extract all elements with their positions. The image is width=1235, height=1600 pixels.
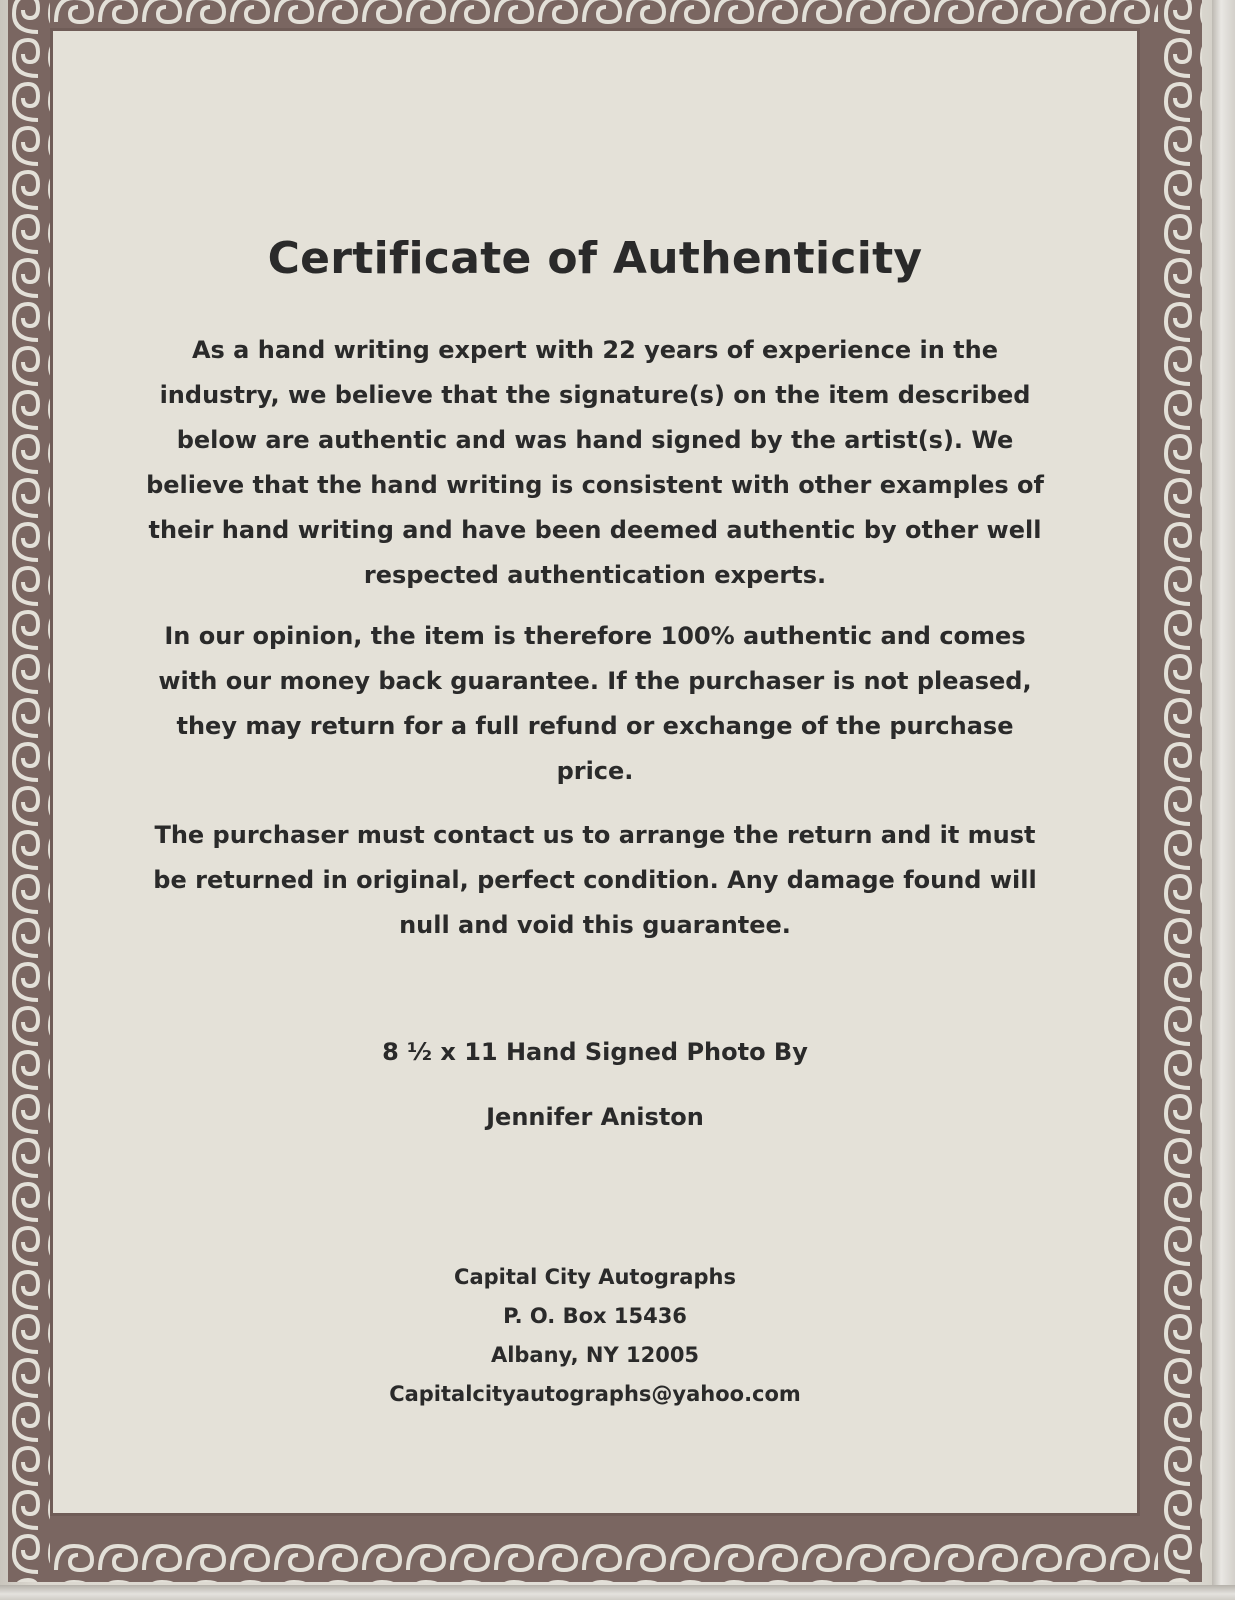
signer-name: Jennifer Aniston	[486, 1103, 704, 1131]
company-name: Capital City Autographs	[454, 1265, 736, 1289]
plastic-sleeve-edge-right	[1212, 0, 1235, 1600]
item-description: 8 ½ x 11 Hand Signed Photo By	[382, 1038, 808, 1066]
return-conditions-paragraph: The purchaser must contact us to arrange the return and it must be returned in original, perfect condition. Any damage found will null and void this guarantee.	[153, 821, 1037, 939]
company-email: Capitalcityautographs@yahoo.com	[389, 1382, 801, 1406]
company-po-box: P. O. Box 15436	[503, 1304, 687, 1328]
plastic-sleeve-edge-bottom	[0, 1585, 1235, 1600]
company-city-state-zip: Albany, NY 12005	[490, 1343, 700, 1367]
company-address-block	[50, 1258, 1140, 1414]
guarantee-paragraph: In our opinion, the item is therefore 100% authentic and comes with our money back guarantee. If the purchaser is not pleased, they may return for a full refund or exchange of the purchase price.	[158, 622, 1032, 785]
certificate-title: Certificate of Authenticity	[267, 233, 923, 284]
expert-statement-paragraph: As a hand writing expert with 22 years of experience in the industry, we believe that the signature(s) on the item described below are authentic and was hand signed by the artist(s). We believe that the hand writing is consistent with other examples of their hand writing and have been deemed authentic by other well respected authentication experts.	[146, 336, 1044, 589]
